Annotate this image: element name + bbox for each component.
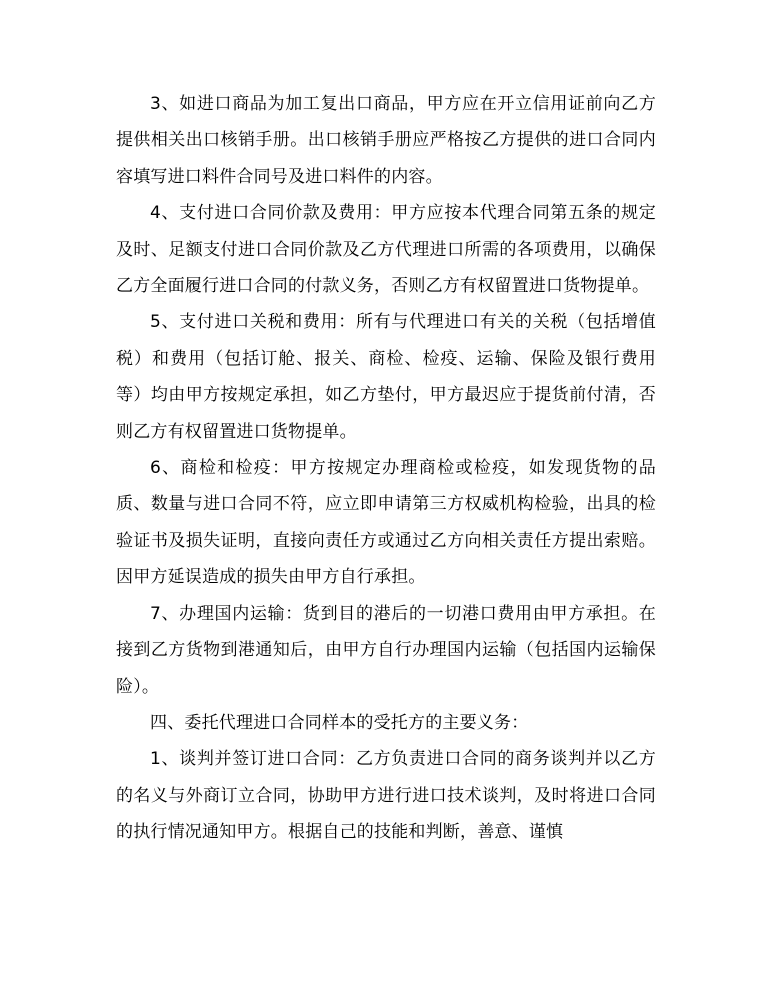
paragraph-clause-5: 5、支付进口关税和费用：所有与代理进口有关的关税（包括增值税）和费用（包括订舱、报关、商检、检疫、运输、保险及银行费用等）均由甲方按规定承担，如乙方垫付，甲方最迟应于提货前付清，否则乙方有权留置进口货物提单。	[116, 312, 656, 442]
paragraph-clause-4: 4、支付进口合同价款及费用：甲方应按本代理合同第五条的规定及时、足额支付进口合同价款及乙方代理进口所需的各项费用，以确保乙方全面履行进口合同的付款义务，否则乙方有权留置进口货物提单。	[116, 203, 656, 297]
paragraph-clause-6: 6、商检和检疫：甲方按规定办理商检或检疫，如发现货物的品质、数量与进口合同不符，应立即申请第三方权威机构检验，出具的检验证书及损失证明，直接向责任方或通过乙方向相关责任方提出索赔。因甲方延误造成的损失由甲方自行承担。	[116, 458, 656, 588]
paragraph-clause-7: 7、办理国内运输：货到目的港后的一切港口费用由甲方承担。在接到乙方货物到港通知后，由甲方自行办理国内运输（包括国内运输保险）。	[116, 603, 656, 697]
paragraph-trustee-clause-1: 1、谈判并签订进口合同：乙方负责进口合同的商务谈判并以乙方的名义与外商订立合同，协助甲方进行进口技术谈判，及时将进口合同的执行情况通知甲方。根据自己的技能和判断，善意、谨慎	[116, 749, 656, 843]
section-heading-trustee-obligations: 四、委托代理进口合同样本的受托方的主要义务：	[150, 712, 529, 733]
document-body	[116, 86, 656, 851]
paragraph-clause-3: 3、如进口商品为加工复出口商品，甲方应在开立信用证前向乙方提供相关出口核销手册。出口核销手册应严格按乙方提供的进口合同内容填写进口料件合同号及进口料件的内容。	[116, 94, 656, 187]
